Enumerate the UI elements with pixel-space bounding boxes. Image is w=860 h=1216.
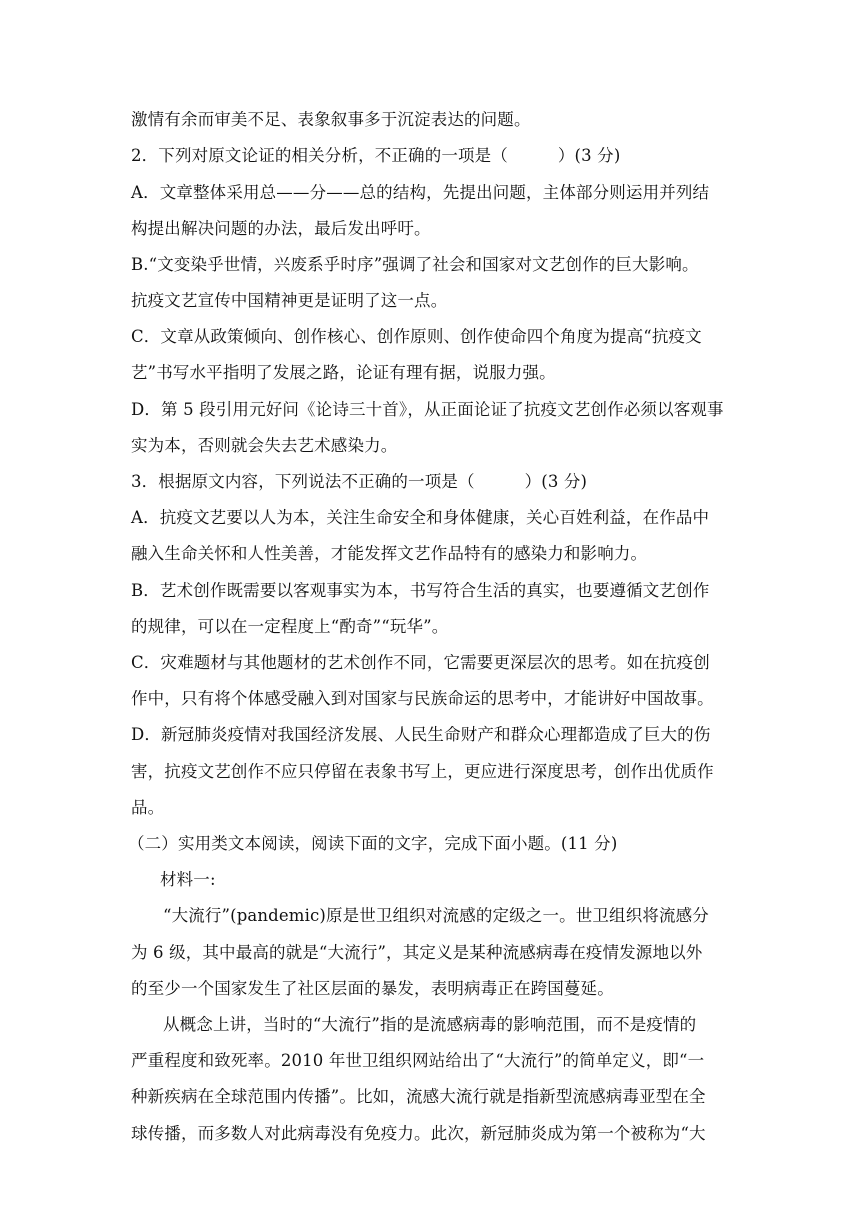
- q2-option-a-line2: 构提出解决问题的办法，最后发出呼吁。: [131, 219, 431, 238]
- q3-option-d-line2: 害，抗疫文艺创作不应只停留在表象书写上，更应进行深度思考，创作出优质作: [131, 762, 714, 781]
- q3-option-c-line1: C．灾难题材与其他题材的艺术创作不同，它需要更深层次的思考。如在抗疫创: [131, 653, 710, 672]
- q3-option-b-line1: B．艺术创作既需要以客观事实为本，书写符合生活的真实，也要遵循文艺创作: [131, 581, 710, 600]
- q2-option-d-line2: 实为本，否则就会失去艺术感染力。: [131, 436, 398, 455]
- q2-option-c-line1: C．文章从政策倾向、创作核心、创作原则、创作使命四个角度为提高“抗疫文: [131, 327, 702, 346]
- paragraph-2-line3: 种新疾病在全球范围内传播”。比如，流感大流行就是指新型流感病毒亚型在全: [131, 1087, 706, 1106]
- q3-option-b-line2: 的规律，可以在一定程度上“酌奇”“玩华”。: [131, 617, 449, 636]
- paragraph-2-line2: 严重程度和致死率。2010 年世卫组织网站给出了“大流行”的简单定义，即“一: [131, 1051, 705, 1070]
- q2-option-b-line1: B.“文变染乎世情，兴废系乎时序”强调了社会和国家对文艺创作的巨大影响。: [131, 255, 699, 274]
- q2-option-c-line2: 艺”书写水平指明了发展之路，论证有理有据，说服力强。: [131, 363, 556, 382]
- q3-option-a-line1: A．抗疫文艺要以人为本，关注生命安全和身体健康，关心百姓利益，在作品中: [131, 508, 710, 527]
- question-3-stem: 3．根据原文内容，下列说法不正确的一项是（ ）(3 分): [131, 472, 588, 491]
- q2-option-b-line2: 抗疫文艺宣传中国精神更是证明了这一点。: [131, 291, 448, 310]
- paragraph-1-line1: “大流行”(pandemic)原是世卫组织对流感的定级之一。世卫组织将流感分: [163, 906, 709, 925]
- q3-option-a-line2: 融入生命关怀和人性美善，才能发挥文艺作品特有的感染力和影响力。: [131, 544, 648, 563]
- paragraph-2-line4: 球传播，而多数人对此病毒没有免疫力。此次，新冠肺炎成为第一个被称为“大: [131, 1124, 706, 1143]
- material-label: 材料一:: [160, 870, 216, 889]
- section-heading: （二）实用类文本阅读，阅读下面的文字，完成下面小题。(11 分): [128, 834, 618, 853]
- paragraph-2-line1: 从概念上讲，当时的“大流行”指的是流感病毒的影响范围，而不是疫情的: [163, 1015, 697, 1034]
- q2-option-d-line1: D．第 5 段引用元好问《论诗三十首》，从正面论证了抗疫文艺创作必须以客观事: [131, 400, 724, 419]
- q3-option-d-line3: 品。: [131, 798, 165, 817]
- paragraph-1-line2: 为 6 级，其中最高的就是“大流行”，其定义是某种流感病毒在疫情发源地以外: [131, 943, 703, 962]
- q3-option-d-line1: D．新冠肺炎疫情对我国经济发展、人民生命财产和群众心理都造成了巨大的伤: [131, 725, 711, 744]
- q3-option-c-line2: 作中，只有将个体感受融入到对国家与民族命运的思考中，才能讲好中国故事。: [131, 689, 714, 708]
- question-2-stem: 2．下列对原文论证的相关分析，不正确的一项是（ ）(3 分): [131, 146, 621, 165]
- q2-option-a-line1: A．文章整体采用总——分——总的结构，先提出问题，主体部分则运用并列结: [131, 183, 710, 202]
- paragraph-1-line3: 的至少一个国家发生了社区层面的暴发，表明病毒正在跨国蔓延。: [131, 979, 614, 998]
- text-line: 激情有余而审美不足、表象叙事多于沉淀表达的问题。: [131, 110, 531, 129]
